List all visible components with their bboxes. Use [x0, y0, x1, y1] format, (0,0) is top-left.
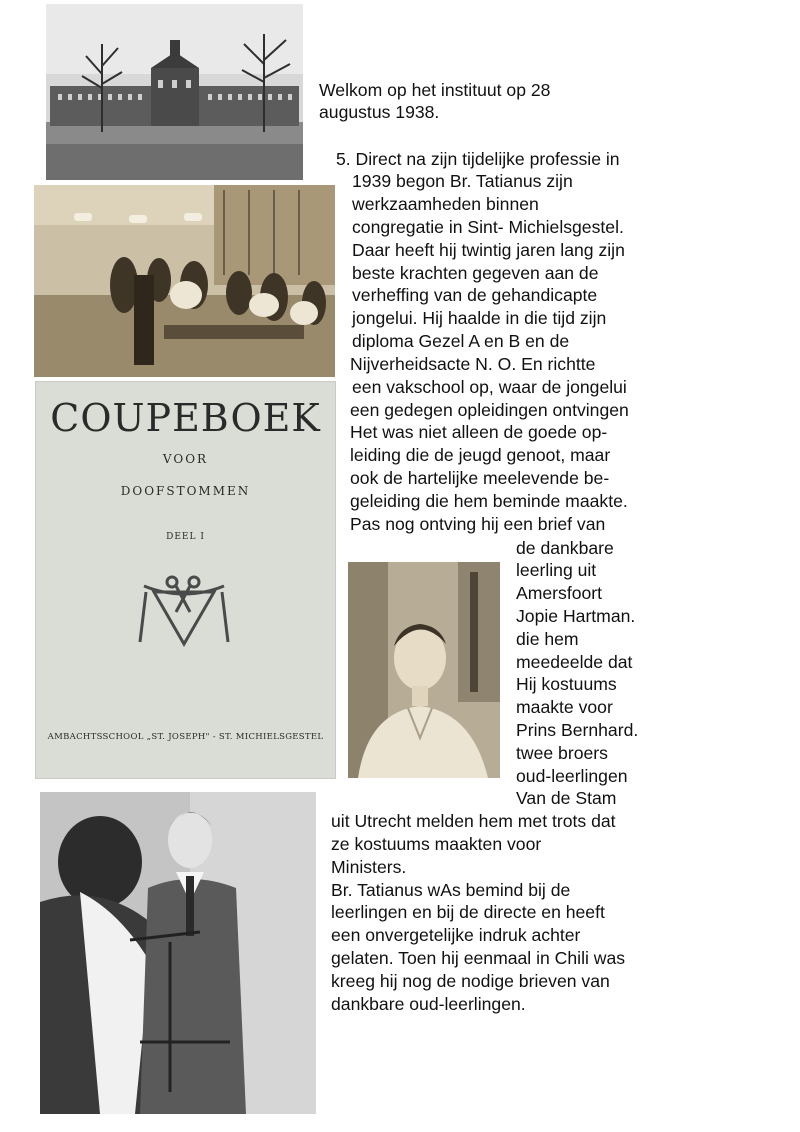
- body-line: Br. Tatianus wAs bemind bij de: [331, 880, 571, 900]
- body-line: Hij kostuums: [516, 674, 617, 694]
- body-line: jongelui. Hij haalde in die tijd zijn: [352, 308, 607, 328]
- body-line: 5. Direct na zijn tijdelijke professie in: [336, 149, 620, 169]
- body-line: Daar heeft hij twintig jaren lang zijn: [352, 240, 625, 260]
- body-line: meedeelde dat: [516, 652, 633, 672]
- body-line: ze kostuums maakten voor: [331, 834, 542, 854]
- caption-line: Welkom op het instituut op 28: [319, 80, 551, 100]
- body-line: dankbare oud-leerlingen.: [331, 994, 526, 1014]
- book-voor: VOOR: [162, 452, 209, 466]
- body-line: een onvergetelijke indruk achter: [331, 925, 581, 945]
- body-line: gelaten. Toen hij eenmaal in Chili was: [331, 948, 626, 968]
- body-line: 1939 begon Br. Tatianus zijn: [352, 171, 573, 191]
- book-subtitle: DOOFSTOMMEN: [120, 484, 251, 498]
- body-line: twee broers: [516, 743, 608, 763]
- body-line: geleiding die hem beminde maakte.: [350, 491, 628, 511]
- body-line: die hem: [516, 629, 579, 649]
- body-line: de dankbare: [516, 538, 614, 558]
- body-line: uit Utrecht melden hem met trots dat: [331, 811, 616, 831]
- body-line: een gedegen opleidingen ontvingen: [350, 400, 629, 420]
- body-line: congregatie in Sint- Michielsgestel.: [352, 217, 624, 237]
- body-line: leerlingen en bij de directe en heeft: [331, 902, 605, 922]
- body-line: een vakschool op, waar de jongelui: [352, 377, 627, 397]
- body-line: beste krachten gegeven aan de: [352, 263, 599, 283]
- body-line: Prins Bernhard.: [516, 720, 639, 740]
- body-line: oud-leerlingen: [516, 766, 628, 786]
- book-title: COUPEBOEK: [50, 396, 321, 440]
- body-line: verheffing van de gehandicapte: [352, 285, 598, 305]
- student-portrait: [348, 562, 500, 778]
- body-line: Amersfoort: [516, 583, 603, 603]
- coupeboek-cover: [35, 381, 336, 779]
- body-line: Van de Stam: [516, 788, 617, 808]
- workshop-photo: [34, 185, 335, 377]
- body-line: Ministers.: [331, 857, 407, 877]
- body-line: Jopie Hartman.: [516, 606, 636, 626]
- body-line: Het was niet alleen de goede op-: [350, 422, 608, 442]
- book-footer: AMBACHTSSCHOOL „ST. JOSEPH" - ST. MICHIELSGESTEL: [47, 732, 324, 742]
- body-line: kreeg hij nog de nodige brieven van: [331, 971, 610, 991]
- institute-building-photo: [46, 4, 303, 180]
- body-line: Pas nog ontving hij een brief van: [350, 514, 606, 534]
- tailoring-measurement-photo: [40, 792, 316, 1114]
- body-line: werkzaamheden binnen: [352, 194, 539, 214]
- body-line: Nijverheidsacte N. O. En richtte: [350, 354, 596, 374]
- body-line: diploma Gezel A en B en de: [352, 331, 570, 351]
- body-line: leerling uit: [516, 560, 597, 580]
- caption-line: augustus 1938.: [319, 102, 440, 122]
- body-line: leiding die de jeugd genoot, maar: [350, 445, 611, 465]
- body-line: maakte voor: [516, 697, 613, 717]
- body-line: ook de hartelijke meelevende be-: [350, 468, 610, 488]
- book-deel: DEEL I: [166, 532, 205, 542]
- book-emblem: [134, 572, 234, 662]
